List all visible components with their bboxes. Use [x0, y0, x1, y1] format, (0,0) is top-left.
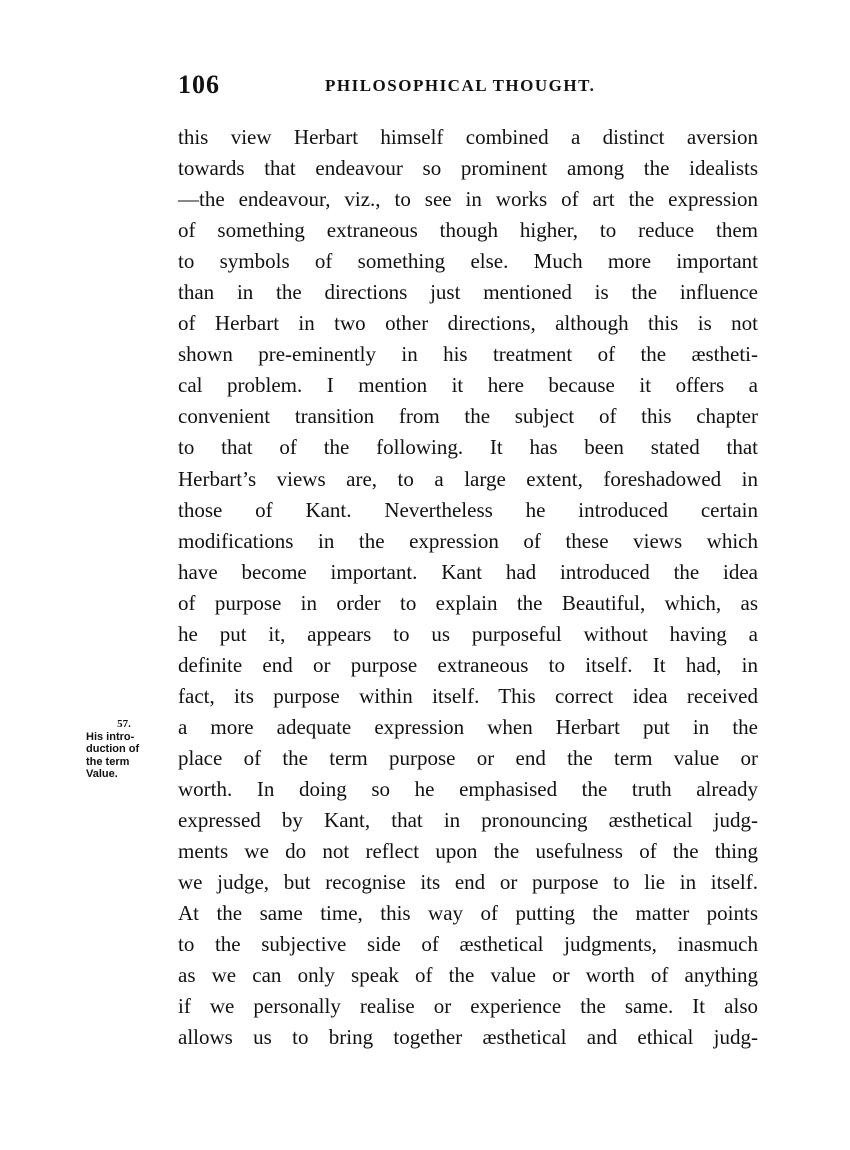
- text-line: cal problem. I mention it here because it offers a: [178, 373, 758, 398]
- body-text: [178, 122, 758, 1053]
- text-line: of Herbart in two other directions, although this is not: [178, 311, 758, 336]
- text-line: this view Herbart himself combined a distinct aversion: [178, 125, 758, 149]
- text-line: —the endeavour, viz., to see in works of art the expression: [178, 187, 758, 212]
- text-line: fact, its purpose within itself. This correct idea received: [178, 683, 758, 708]
- margin-note-line: duction of: [86, 743, 140, 755]
- text-line: worth. In doing so he emphasised the truth already: [178, 776, 758, 801]
- text-line: allows us to bring together æsthetical and ethical judg-: [178, 1025, 758, 1050]
- text-line: Herbart’s views are, to a large extent, foreshadowed in: [178, 466, 758, 491]
- text-line: of something extraneous though higher, to reduce them: [178, 218, 758, 243]
- text-line: than in the directions just mentioned is the influence: [178, 280, 758, 305]
- text-line: towards that endeavour so prominent among the idealists: [178, 156, 758, 181]
- margin-note-line: His intro-: [86, 730, 135, 743]
- text-line: expressed by Kant, that in pronouncing æsthetical judg-: [178, 808, 758, 833]
- margin-note-line: the term: [86, 755, 130, 768]
- text-line: modifications in the expression of these views which: [178, 528, 758, 553]
- text-line: ments we do not reflect upon the usefulness of the thing: [178, 839, 758, 864]
- text-line: definite end or purpose extraneous to itself. It had, in: [178, 652, 758, 677]
- running-title: PHILOSOPHICAL THOUGHT.: [325, 76, 596, 95]
- text-line: we judge, but recognise its end or purpose to lie in itself.: [178, 870, 758, 895]
- text-line: those of Kant. Nevertheless he introduced certain: [178, 497, 758, 522]
- text-line: if we personally realise or experience the same. It also: [178, 994, 758, 1019]
- text-line: to that of the following. It has been stated that: [178, 435, 758, 460]
- text-line: have become important. Kant had introduced the idea: [178, 559, 758, 584]
- text-line: as we can only speak of the value or worth of anything: [178, 963, 758, 988]
- text-line: place of the term purpose or end the term value or: [178, 745, 758, 770]
- margin-note-line: Value.: [86, 768, 118, 780]
- text-line: At the same time, this way of putting the matter points: [178, 901, 758, 926]
- margin-note-number: 57.: [117, 718, 131, 730]
- margin-note: [86, 718, 156, 781]
- text-line: of purpose in order to explain the Beautiful, which, as: [178, 590, 758, 615]
- page-number: 106: [178, 70, 220, 99]
- text-line: to the subjective side of æsthetical judgments, inasmuch: [178, 932, 758, 957]
- text-line: a more adequate expression when Herbart put in the: [178, 714, 758, 739]
- text-line: convenient transition from the subject of this chapter: [178, 404, 758, 429]
- text-line: shown pre-eminently in his treatment of the æstheti-: [178, 342, 758, 367]
- text-line: to symbols of something else. Much more important: [178, 249, 758, 274]
- page-header: [178, 70, 758, 106]
- text-line: he put it, appears to us purposeful without having a: [178, 621, 758, 646]
